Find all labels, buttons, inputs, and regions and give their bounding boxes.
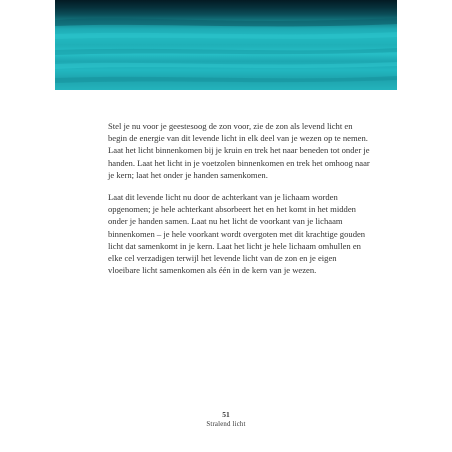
header-water-image xyxy=(55,0,397,90)
page-footer xyxy=(0,410,452,430)
water-streaks xyxy=(55,0,397,90)
running-title: Stralend licht xyxy=(206,421,246,428)
paragraph-1: Stel je nu voor je geestesoog de zon voor, zie de zon als levend licht en begin de energie van dit levende licht in elk deel van je wezen op te nemen. Laat het licht binnenkomen bij je kruin en trek het naar beneden tot onder je handen. Laat het licht in je voetzolen binnenkomen en trek het omhoog naar je kern; laat het onder je handen samenkomen. xyxy=(108,121,370,180)
body-text xyxy=(108,120,370,286)
paragraph-2: Laat dit levende licht nu door de achterkant van je lichaam worden opgenomen; je hele achterkant absorbeert het en het komt in het midden onder je handen samen. Laat nu het licht de voorkant van je lichaam binnenkomen – je hele voorkant wordt overgoten met dit krachtige gouden licht dat samenkomt in je kern. Laat het licht je hele lichaam omhullen en elke cel verzadigen terwijl het levende licht van de zon en je eigen vloeibare licht samenkomen als één in de kern van je wezen. xyxy=(108,192,366,276)
page-number: 51 xyxy=(222,410,230,419)
